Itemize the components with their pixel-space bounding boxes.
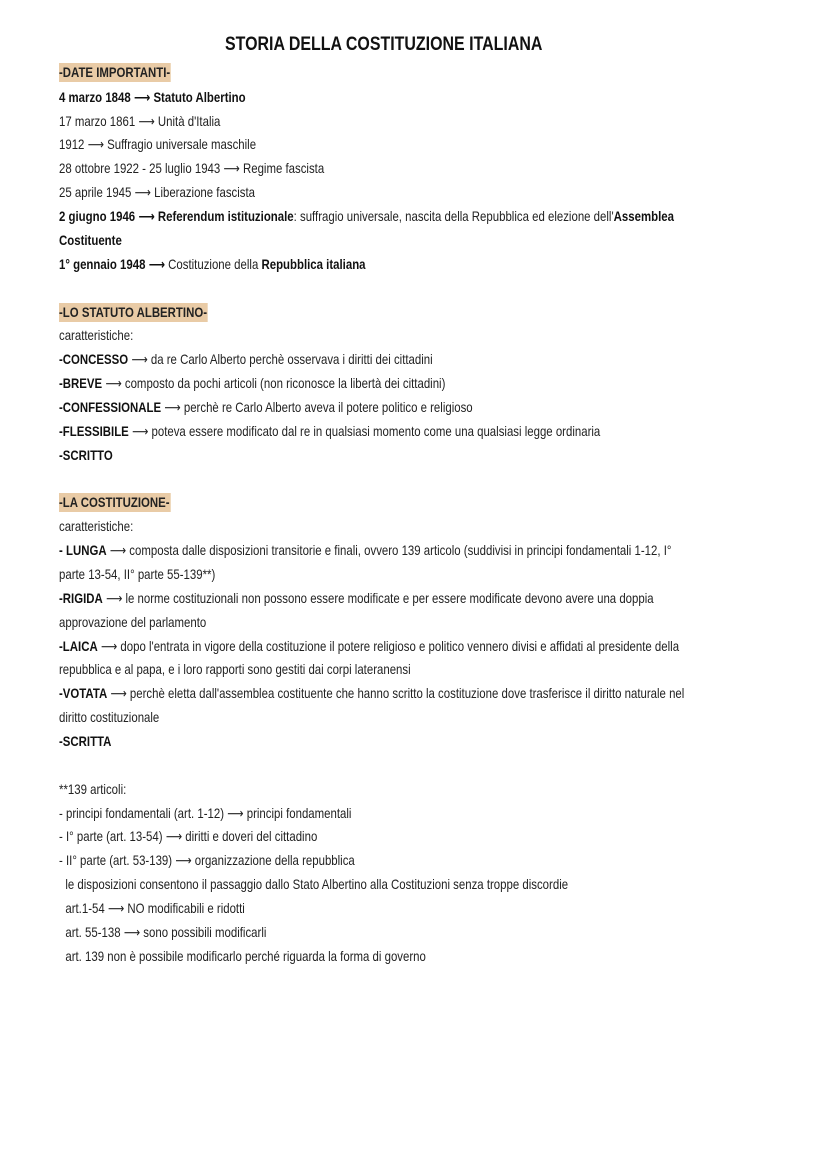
heading-highlight: -LO STATUTO ALBERTINO- bbox=[59, 305, 208, 320]
statuto-item: -FLESSIBILE ⟶ poteva essere modificato dal re in qualsiasi momento come una qualsiasi legge ordinaria bbox=[59, 424, 601, 439]
costituzione-item: -RIGIDA ⟶ le norme costituzionali non possono essere modificate e per essere modificate devono avere una doppia bbox=[59, 591, 654, 606]
date-line: 1° gennaio 1948 ⟶ Costituzione della Repubblica italiana bbox=[59, 257, 366, 272]
statuto-intro: caratteristiche: bbox=[59, 328, 134, 343]
date-line: Costituente bbox=[59, 233, 122, 248]
costituzione-item-cont: parte 13-54, II° parte 55-139**) bbox=[59, 567, 216, 582]
costituzione-item-cont: approvazione del parlamento bbox=[59, 615, 207, 630]
section-heading-statuto bbox=[59, 301, 775, 325]
costituzione-item: -LAICA ⟶ dopo l'entrata in vigore della costituzione il potere religioso e politico vennero divisi e affidati al presidente della bbox=[59, 639, 680, 654]
note-line: - I° parte (art. 13-54) ⟶ diritti e doveri del cittadino bbox=[59, 829, 318, 844]
costituzione-item: -SCRITTA bbox=[59, 734, 112, 749]
statuto-item: -CONCESSO ⟶ da re Carlo Alberto perchè osservava i diritti dei cittadini bbox=[59, 352, 433, 367]
note-line: art. 55-138 ⟶ sono possibili modificarli bbox=[59, 925, 267, 940]
section-heading-costituzione bbox=[59, 491, 775, 515]
date-line: 17 marzo 1861 ⟶ Unità d'Italia bbox=[59, 114, 221, 129]
costituzione-item-cont: diritto costituzionale bbox=[59, 710, 160, 725]
costituzione-item: -VOTATA ⟶ perchè eletta dall'assemblea costituente che hanno scritto la costituzione dove trasferisce il diritto naturale nel bbox=[59, 686, 685, 701]
statuto-item: -BREVE ⟶ composto da pochi articoli (non riconosce la libertà dei cittadini) bbox=[59, 376, 446, 391]
heading-highlight: -DATE IMPORTANTI- bbox=[59, 65, 171, 80]
statuto-item: -SCRITTO bbox=[59, 448, 113, 463]
date-line: 4 marzo 1848 ⟶ Statuto Albertino bbox=[59, 90, 246, 105]
heading-highlight: -LA COSTITUZIONE- bbox=[59, 495, 170, 510]
costituzione-item: - LUNGA ⟶ composta dalle disposizioni transitorie e finali, ovvero 139 articolo (suddivisi in principi fondamentali 1-12, I° bbox=[59, 543, 672, 558]
note-line: - principi fondamentali (art. 1-12) ⟶ principi fondamentali bbox=[59, 806, 352, 821]
section-heading-date bbox=[59, 61, 775, 85]
date-line: 2 giugno 1946 ⟶ Referendum istituzionale: suffragio universale, nascita della Repubblica ed elezione dell'Assemblea bbox=[59, 209, 674, 224]
costituzione-intro: caratteristiche: bbox=[59, 519, 134, 534]
costituzione-item-cont: repubblica e al papa, e i loro rapporti sono gestiti dai corpi lateranensi bbox=[59, 662, 411, 677]
document-title: STORIA DELLA COSTITUZIONE ITALIANA bbox=[225, 34, 543, 55]
date-line: 28 ottobre 1922 - 25 luglio 1943 ⟶ Regime fascista bbox=[59, 161, 325, 176]
note-line: art.1-54 ⟶ NO modificabili e ridotti bbox=[59, 901, 245, 916]
date-line: 25 aprile 1945 ⟶ Liberazione fascista bbox=[59, 185, 256, 200]
statuto-item: -CONFESSIONALE ⟶ perchè re Carlo Alberto aveva il potere politico e religioso bbox=[59, 400, 473, 415]
note-line: - II° parte (art. 53-139) ⟶ organizzazione della repubblica bbox=[59, 853, 355, 868]
note-line: le disposizioni consentono il passaggio dallo Stato Albertino alla Costituzioni senza troppe discordie bbox=[59, 877, 569, 892]
date-line: 1912 ⟶ Suffragio universale maschile bbox=[59, 137, 257, 152]
note-heading: **139 articoli: bbox=[59, 782, 127, 797]
note-line: art. 139 non è possibile modificarlo perché riguarda la forma di governo bbox=[59, 949, 426, 964]
